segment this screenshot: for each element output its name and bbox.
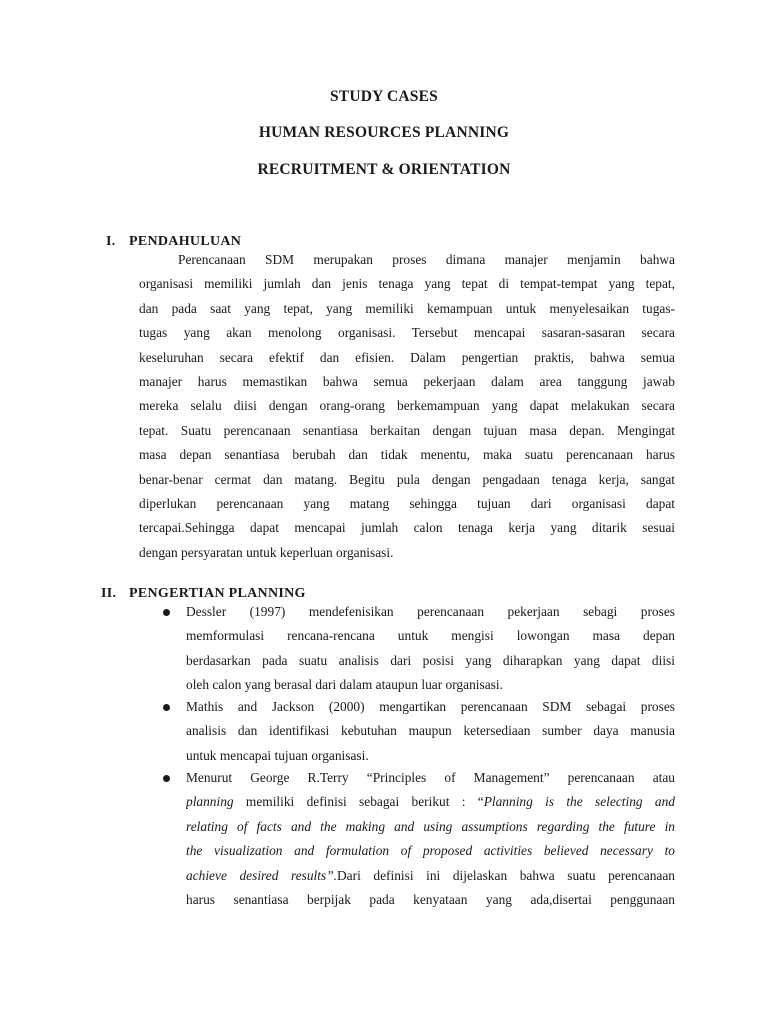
para-line: Perencanaan SDM merupakan proses dimana manajer menjamin bahwa: [178, 252, 675, 267]
para-line: organisasi memiliki jumlah dan jenis tenaga yang tepat di tempat-tempat yang tepat,: [139, 276, 675, 292]
para-line: Menurut George R.Terry “Principles of Management” perencanaan atau: [186, 770, 675, 785]
bullet-dot-icon: [163, 609, 170, 616]
para-line: masa depan senantiasa berubah dan tidak menentu, maka suatu perencanaan harus: [139, 447, 675, 463]
bullet-2-text: [186, 695, 675, 768]
para-line: manajer harus memastikan bahwa semua pekerjaan dalam area tanggung jawab: [139, 373, 675, 389]
para-line: oleh calon yang berasal dari dalam ataupun luar organisasi.: [186, 677, 503, 693]
bullet-dot-icon: [163, 704, 170, 711]
para-line: tepat. Suatu perencanaan senantiasa berkaitan dengan tujuan masa depan. Mengingat: [139, 422, 675, 438]
para-line: keseluruhan secara efektif dan efisien. Dalam pengertian praktis, bahwa semua: [139, 349, 675, 365]
section-1-paragraph: [139, 248, 675, 565]
section-2-number: II.: [101, 586, 117, 601]
section-2-heading: [101, 586, 306, 602]
para-line: mereka selalu diisi dengan orang-orang berkemampuan yang dapat melakukan secara: [139, 398, 675, 414]
para-line: benar-benar cermat dan matang. Begitu pula dengan pengadaan tenaga kerja, sangat: [139, 471, 675, 487]
para-line: dan pada saat yang tepat, yang memiliki kemampuan untuk menyelesaikan tugas-: [139, 300, 675, 316]
bullet-dot-icon: [163, 775, 170, 782]
para-line: Dessler (1997) mendefenisikan perencanaan pekerjaan sebagi proses: [186, 604, 675, 619]
title-recruitment: RECRUITMENT & ORIENTATION: [257, 161, 511, 178]
inline-text: memiliki definisi sebagai berikut : “: [233, 794, 484, 810]
para-line: tercapai.Sehingga dapat mencapai jumlah calon tenaga kerja yang ditarik sesuai: [139, 520, 675, 536]
italic-term: planning: [186, 794, 234, 810]
section-1-heading: [106, 234, 242, 250]
para-line: harus senantiasa berpijak pada kenyataan yang ada,disertai penggunaan: [186, 891, 675, 907]
para-line-italic: relating of facts and the making and using assumptions regarding the future in: [186, 818, 675, 834]
para-line: analisis dan identifikasi kebutuhan maupun ketersediaan sumber daya manusia: [186, 723, 675, 739]
para-line: dengan persyaratan untuk keperluan organisasi.: [139, 544, 394, 560]
para-line: [186, 790, 675, 814]
italic-quote: Planning is the selecting and: [483, 794, 675, 810]
bullet-3-text: [186, 766, 675, 912]
para-line-italic: the visualization and formulation of proposed activities believed necessary to: [186, 843, 675, 859]
italic-quote-end: achieve desired results”.: [186, 867, 337, 883]
para-line: [186, 864, 675, 888]
bullet-1-text: [186, 600, 675, 698]
inline-text: Dari definisi ini dijelaskan bahwa suatu perencanaan: [337, 867, 675, 883]
para-line: memformulasi rencana-rencana untuk mengisi lowongan masa depan: [186, 628, 675, 644]
section-2-title: PENGERTIAN PLANNING: [129, 586, 306, 601]
para-line: Mathis and Jackson (2000) mengartikan perencanaan SDM sebagai proses: [186, 699, 675, 714]
title-hr-planning: HUMAN RESOURCES PLANNING: [258, 124, 510, 141]
para-line: diperlukan perencanaan yang matang sehingga tujuan dari organisasi dapat: [139, 495, 675, 511]
para-line: untuk mencapai tujuan organisasi.: [186, 747, 369, 763]
para-line: tugas yang akan menolong organisasi. Tersebut mencapai sasaran-sasaran secara: [139, 325, 675, 341]
section-1-title: PENDAHULUAN: [129, 234, 242, 249]
para-line: berdasarkan pada suatu analisis dari posisi yang diharapkan yang dapat diisi: [186, 652, 675, 668]
title-study-cases: STUDY CASES: [329, 88, 438, 105]
section-1-number: I.: [106, 234, 116, 249]
